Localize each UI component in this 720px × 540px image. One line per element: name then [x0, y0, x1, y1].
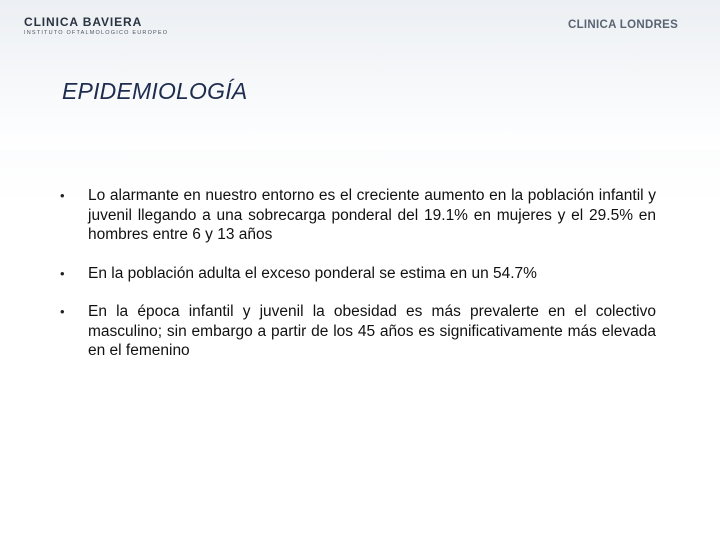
bullet-text: Lo alarmante en nuestro entorno es el creciente aumento en la población infantil y juvenil llegando a una sobrecarga ponderal del 19.1% en mujeres y el 29.5% en hombres entre 6 y 13 años [88, 187, 656, 243]
bullet-text: En la época infantil y juvenil la obesidad es más prevalerte en el colectivo masculino; sin embargo a partir de los 45 años es significativamente más elevada en el femenino [88, 303, 656, 359]
bullet-item [60, 302, 656, 361]
clinica-baviera-logo-name: CLINICA BAVIERA [24, 15, 143, 29]
bullet-text: En la población adulta el exceso ponderal se estima en un 54.7% [88, 264, 537, 282]
slide-title: EPIDEMIOLOGÍA [62, 78, 248, 104]
bullet-list [60, 186, 656, 380]
bullet-marker: • [60, 304, 65, 319]
clinica-baviera-logo-tagline: INSTITUTO OFTALMOLOGICO EUROPEO [24, 30, 169, 36]
bullet-item [60, 264, 656, 284]
clinica-londres-logo: CLINICA LONDRES [568, 19, 679, 31]
bullet-marker: • [60, 265, 65, 281]
bullet-marker: • [60, 188, 65, 203]
bullet-item [60, 186, 656, 245]
clinica-baviera-logo [24, 15, 169, 38]
